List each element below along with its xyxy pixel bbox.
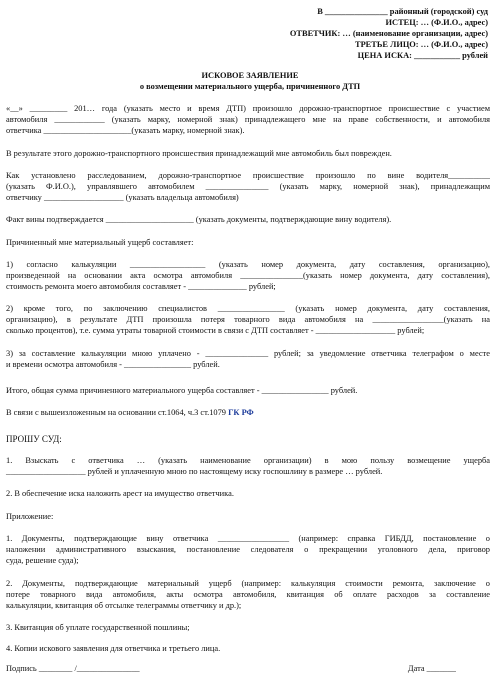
- request-2: 2. В обеспечение иска наложить арест на имущество ответчика.: [6, 489, 234, 498]
- loss-heading: Причиненный мне материальный ущерб составляет:: [6, 238, 194, 247]
- investigation-line-2: (указать Ф.И.О.), управлявшего автомобилем _______________ (указать марку, номерной знак), принадлежащим: [6, 182, 490, 191]
- investigation-line-1: Как установлено расследованием, дорожно-транспортное происшествие произошло по вине водителя__________: [6, 171, 490, 180]
- legal-basis: [6, 407, 254, 418]
- item2-line-1: 2) кроме того, по заключению специалистов ________________ (указать номер документа, дату составления,: [6, 304, 490, 313]
- attachment-2-line-1: 2. Документы, подтверждающие материальный ущерб (например: калькуляция стоимости ремонта, заключение о: [6, 579, 490, 588]
- item1-line-1: 1) согласно калькуляции __________________ (указать номер документа, дату составления, организацию),: [6, 260, 490, 269]
- total-statement: Итого, общая сумма причиненного материального ущерба составляет - ________________ рублей.: [6, 386, 358, 395]
- attachment-2-line-2: потере товарного вида автомобиля, акты осмотра автомобиля, квитанция об оплате расходов за составление: [6, 590, 490, 599]
- item3-line-1: 3) за составление калькуляции мною уплачено - _______________ рублей; за уведомление ответчика телеграфом о месте: [6, 349, 490, 358]
- item3-line-2: и времени осмотра автомобиля - ________________ рублей.: [6, 360, 220, 369]
- intro-line-3: ответчика _____________________(указать марку, номерной знак).: [6, 126, 245, 135]
- legal-basis-text: В связи с вышеизложенным на основании ст.1064, ч.3 ст.1079: [6, 408, 229, 417]
- document-subtitle: о возмещении материального ущерба, причиненного ДТП: [139, 82, 361, 91]
- attachment-1-line-3: суда, решение суда);: [6, 556, 79, 565]
- claim-price-line: ЦЕНА ИСКА: ___________ рублей: [357, 51, 488, 60]
- item2-line-2: организацию), в результате ДТП произошла потеря товарного вида автомобиля на _________________(указать на: [6, 315, 490, 324]
- attachment-2-line-3: калькуляции, квитанция об отсылке телеграммы ответчику и др.);: [6, 601, 242, 610]
- attachment-1-line-2: наложении административного взыскания, постановление следователя о прекращении уголовного дела, приговор: [6, 545, 490, 554]
- court-line: В _______________ районный (городской) суд: [317, 7, 488, 16]
- attachment-1-line-1: 1. Документы, подтверждающие вину ответчика _________________ (например: справка ГИБДД, постановление о: [6, 534, 490, 543]
- request-1-line-1: 1. Взыскать с ответчика … (указать наименование организации) в мою пользу возмещение ущерба: [6, 456, 490, 465]
- item2-line-3: сколько процентов), т.е. сумма утраты товарной стоимости в связи с ДТП составляет - ___________________ рублей;: [6, 326, 425, 335]
- fault-statement: Факт вины подтверждается _____________________ (указать документы, подтверждающие вину водителя).: [6, 215, 392, 224]
- item1-line-3: стоимость ремонта моего автомобиля составляет - ______________ рублей;: [6, 282, 276, 291]
- third-party-line: ТРЕТЬЕ ЛИЦО: … (Ф.И.О., адрес): [354, 40, 488, 49]
- intro-line-2: автомобиля ____________ (указать марку, номерной знак) принадлежащего мне на праве собственности, и автомобиля: [6, 115, 490, 124]
- defendant-line: ОТВЕТЧИК: … (наименование организации, адрес): [289, 29, 488, 38]
- damage-statement: В результате этого дорожно-транспортного происшествия принадлежащий мне автомобиль был поврежден.: [6, 149, 392, 158]
- attachment-4: 4. Копии искового заявления для ответчика и третьего лица.: [6, 644, 221, 653]
- investigation-line-3: ответчику ___________________ (указать владельца автомобиля): [6, 193, 239, 202]
- legal-code-link[interactable]: ГК РФ: [228, 408, 254, 417]
- attachment-3: 3. Квитанция об уплате государственной пошлины;: [6, 623, 190, 632]
- request-1-line-2: ___________________ рублей и уплаченную мною по настоящему иску госпошлину в размере … рублей.: [6, 467, 383, 476]
- date-line: Дата _______: [407, 664, 456, 673]
- plaintiff-line: ИСТЕЦ: … (Ф.И.О., адрес): [385, 18, 488, 27]
- document-title: ИСКОВОЕ ЗАЯВЛЕНИЕ: [201, 71, 299, 80]
- intro-line-1: «__» _________ 201… года (указать место и время ДТП) произошло дорожно-транспортное происшествие с участием: [6, 104, 490, 113]
- attachments-heading: Приложение:: [6, 512, 54, 521]
- item1-line-2: произведенной на основании акта осмотра автомобиля _______________(указать номер документа, дату составления),: [6, 271, 490, 280]
- signature-line: Подпись ________ /_______________: [6, 664, 140, 673]
- request-heading: ПРОШУ СУД:: [6, 434, 62, 444]
